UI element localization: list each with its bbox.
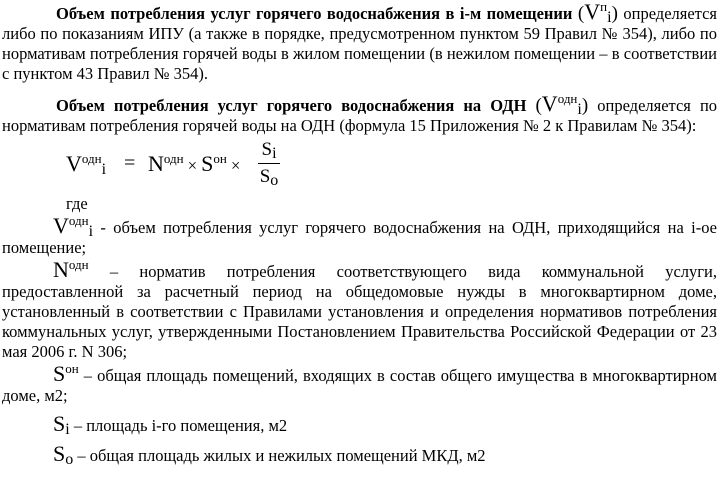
- definition-s-on: [2, 361, 717, 406]
- paragraph-odn-text: по нормативам потребления горячей воды на ОДН (формула 15 Приложения № 2 к Правилам № 354):: [2, 96, 718, 135]
- formula-15: [66, 139, 717, 191]
- formula-lhs-symbol: V: [66, 151, 82, 176]
- open-paren: (: [535, 95, 542, 116]
- definition-symbol: S: [53, 411, 66, 436]
- definition-s-i: [2, 411, 717, 438]
- formula-lhs: [66, 151, 107, 178]
- formula-s-sup: он: [213, 151, 227, 166]
- definition-text: – общая площадь помещений, входящих в состав общего имущества в многоквартирном доме, м2;: [2, 366, 717, 405]
- paragraph-odn: [2, 91, 718, 136]
- formula-s-symbol: S: [201, 151, 214, 176]
- paragraph-ipu-heading: Объем потребления услуг горячего водоснабжения в i-м помещении: [56, 4, 573, 23]
- formula-lhs-sub: i: [101, 161, 107, 178]
- definition-sub: i: [65, 421, 70, 438]
- definition-symbol: V: [53, 213, 69, 238]
- formula-n-sup: одн: [163, 151, 184, 166]
- denominator-sub: о: [270, 172, 279, 189]
- definition-sub: о: [65, 451, 74, 468]
- paragraph-ipu: [2, 2, 717, 84]
- formula-fraction: [258, 139, 280, 188]
- definition-s-o: [2, 441, 717, 468]
- formula-times: ×: [187, 156, 198, 175]
- definition-text: – общая площадь жилых и нежилых помещений МКД, м2: [73, 446, 486, 465]
- open-paren: (: [577, 3, 585, 24]
- definition-sup: одн: [68, 257, 89, 272]
- symbol-v: V: [584, 0, 601, 24]
- formula-n-symbol: N: [148, 151, 164, 176]
- definition-sup: он: [65, 361, 79, 376]
- paragraph-odn-text-after: определяется: [597, 96, 691, 115]
- symbol-sup: п: [600, 0, 608, 14]
- definition-text: – норматив потребления соответствующего вида коммунальной услуги, предоставленной за расчетный период на общедомовые нужды в многоквартирном доме, установленный в соответствии с Правилами установления и определения нормативов потребления коммунальных услуг, утвержденными Постановлением Правительства Российской Федерации от 23 мая 2006 г. N 306;: [2, 262, 717, 361]
- formula-rhs: [148, 151, 241, 176]
- symbol-sub: i: [577, 101, 582, 118]
- close-paren: ): [611, 3, 618, 24]
- where-label: где: [66, 194, 88, 213]
- numerator-symbol: S: [261, 139, 273, 160]
- denominator-symbol: S: [259, 166, 271, 187]
- numerator-sub: i: [272, 145, 277, 162]
- definition-symbol: S: [53, 361, 66, 386]
- definition-sub: i: [88, 223, 94, 240]
- definition-text: - объем потребления услуг горячего водоснабжения на ОДН, приходящийся на i-ое помещение;: [2, 218, 717, 257]
- paragraph-odn-heading: Объем потребления услуг горячего водоснабжения на ОДН: [56, 96, 527, 115]
- definition-v-odn: [2, 213, 717, 258]
- definition-text: – площадь i-го помещения, м2: [69, 416, 288, 435]
- definition-symbol: S: [53, 441, 66, 466]
- fraction-numerator: [258, 139, 280, 164]
- symbol-sub: i: [607, 9, 612, 26]
- formula-times: ×: [231, 156, 241, 175]
- symbol-v: V: [541, 91, 558, 116]
- fraction-denominator: [258, 164, 280, 188]
- formula-lhs-sup: одн: [81, 151, 102, 166]
- paragraph-ipu-text: определяется либо по показаниям ИПУ (а также в порядке, предусмотренном пунктом 59 Правил № 354), либо по нормативам потребления горячей воды в жилом помещении (в нежилом помещении – в соответствии с пунктом 43 Правил № 354).: [2, 4, 718, 83]
- definition-sup: одн: [68, 213, 89, 228]
- formula-equals: =: [124, 152, 136, 174]
- close-paren: ): [581, 95, 589, 116]
- symbol-sup: одн: [557, 91, 578, 106]
- definition-n-odn: [2, 257, 717, 362]
- definition-symbol: N: [53, 257, 69, 282]
